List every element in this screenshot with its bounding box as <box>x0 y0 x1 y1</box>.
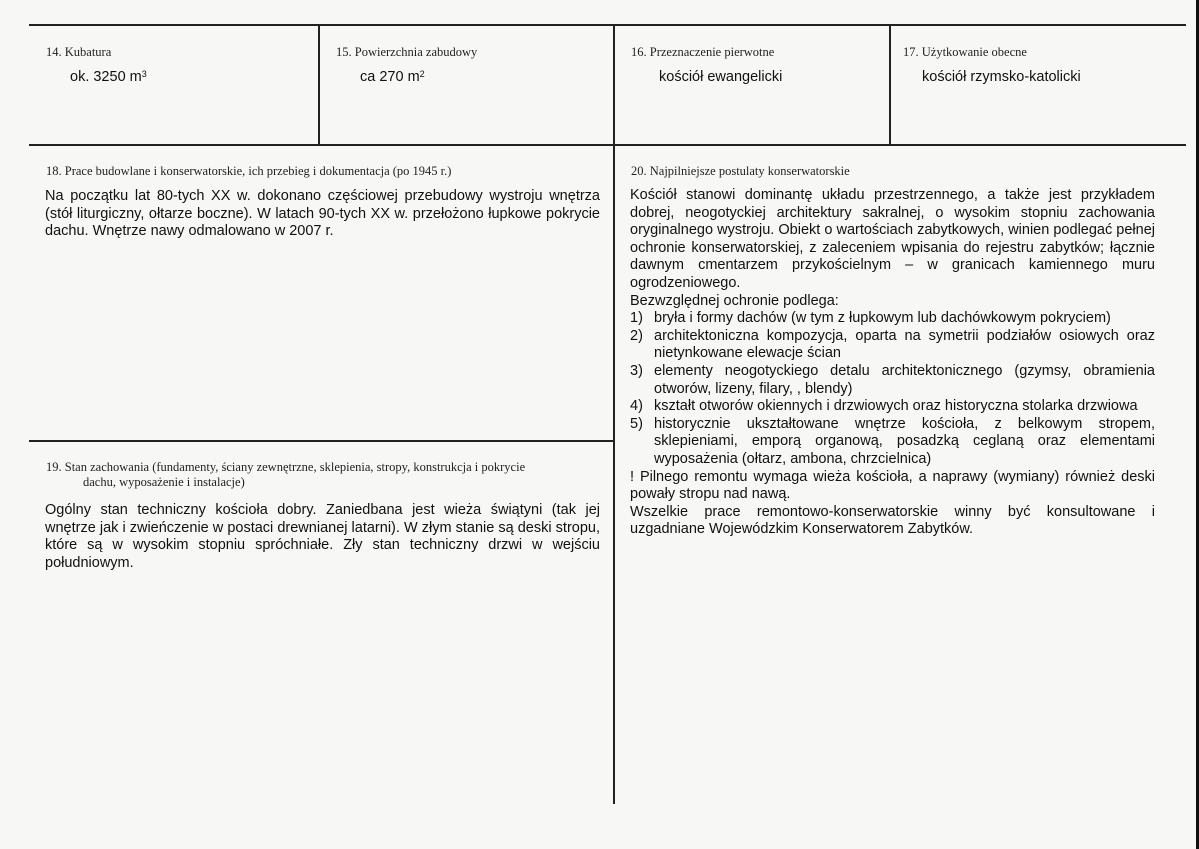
list-item-text: kształt otworów okiennych i drzwiowych oraz historyczna stolarka drzwiowa <box>654 398 1138 415</box>
list-item-number: 5) <box>630 415 643 432</box>
field-14-unit-sup: 3 <box>141 69 147 79</box>
field-19-text: Ogólny stan techniczny kościoła dobry. Zaniedbana jest wieża świątyni (tak jej wnętrze jak i zwieńczenie w postaci drewnianej latarni). W złym stanie są deski stropu, które są w wysokim stopniu spróchniałe. Zły stan techniczny drzwi w wejściu południowym. <box>45 502 600 571</box>
top-rule <box>29 24 1186 26</box>
field-18-label: 18. Prace budowlane i konserwatorskie, ich przebieg i dokumentacja (po 1945 r.) <box>46 164 452 178</box>
field-14-value <box>70 69 147 86</box>
rule-between-18-19 <box>29 440 614 442</box>
list-item <box>630 310 1155 328</box>
field-20-note-urgent: ! Pilnego remontu wymaga wieża kościoła, a naprawy (wymiany) również deski powały stropu nad nawą. <box>630 468 1155 503</box>
protection-list <box>630 310 1155 468</box>
divider-15-16 <box>613 24 615 804</box>
field-15-label: 15. Powierzchnia zabudowy <box>336 45 478 59</box>
list-item <box>630 363 1155 398</box>
field-20-subhead: Bezwzględnej ochronie podlega: <box>630 292 839 309</box>
divider-16-17 <box>889 24 891 145</box>
divider-14-15 <box>318 24 320 145</box>
field-16-label: 16. Przeznaczenie pierwotne <box>631 45 775 59</box>
field-17-label: 17. Użytkowanie obecne <box>903 45 1027 59</box>
field-20-note-consult: Wszelkie prace remontowo-konserwatorskie winny być konsultowane i uzgadniane Wojewódzkim Konserwatorem Zabytków. <box>630 503 1155 538</box>
field-19-label-line1: 19. Stan zachowania (fundamenty, ściany zewnętrzne, sklepienia, stropy, konstrukcja i pokrycie <box>46 460 526 474</box>
list-item-number: 3) <box>630 362 643 379</box>
field-17-value: kościół rzymsko-katolicki <box>922 69 1081 85</box>
field-16-value: kościół ewangelicki <box>659 69 783 85</box>
list-item-text: historycznie ukształtowane wnętrze kościoła, z belkowym stropem, sklepieniami, emporą organową, posadzką ceglaną oraz elementami wyposażenia (ołtarz, ambona, chrzcielnica) <box>654 415 1155 467</box>
list-item-number: 2) <box>630 327 643 344</box>
rule-below-row1 <box>29 144 1186 146</box>
list-item <box>630 328 1155 363</box>
list-item <box>630 416 1155 469</box>
field-14-value-text: ok. 3250 m <box>70 69 142 85</box>
field-18-text: Na początku lat 80-tych XX w. dokonano częściowej przebudowy wystroju wnętrza (stół liturgiczny, ołtarze boczne). W latach 90-tych XX w. przełożono łupkowe pokrycie dachu. Wnętrze nawy odmalowano w 2007 r. <box>45 188 600 240</box>
list-item <box>630 398 1155 416</box>
list-item-text: elementy neogotyckiego detalu architektonicznego (gzymsy, obramienia otworów, lizeny, filary, , blendy) <box>654 362 1155 397</box>
list-item-number: 4) <box>630 398 643 415</box>
field-15-value-text: ca 270 m <box>360 69 420 85</box>
field-19-label <box>46 460 606 490</box>
list-item-text: bryła i formy dachów (w tym z łupkowym lub dachówkowym pokryciem) <box>654 310 1111 327</box>
field-20-intro: Kościół stanowi dominantę układu przestrzennego, a także jest przykładem dobrej, neogotyckiej architektury sakralnej, o wysokim stopniu zachowania oryginalnego wystroju. Obiekt o wartościach zabytkowych, winien podlegać pełnej ochronie konserwatorskiej, z zaleceniem wpisania do rejestru zabytków; łącznie dawnym cmentarzem przykościelnym – w granicach kamiennego muru ogrodzeniowego. <box>630 187 1155 291</box>
list-item-number: 1) <box>630 310 643 327</box>
field-19-label-line2: dachu, wyposażenie i instalacje) <box>83 475 245 489</box>
field-15-unit-sup: 2 <box>419 69 425 79</box>
field-14-label: 14. Kubatura <box>46 45 112 59</box>
field-15-value <box>360 69 425 86</box>
field-20-label: 20. Najpilniejsze postulaty konserwatorskie <box>631 164 850 178</box>
list-item-text: architektoniczna kompozycja, oparta na symetrii podziałów osiowych oraz nietynkowane elewacje ścian <box>654 327 1155 362</box>
field-20-body <box>630 187 1155 539</box>
